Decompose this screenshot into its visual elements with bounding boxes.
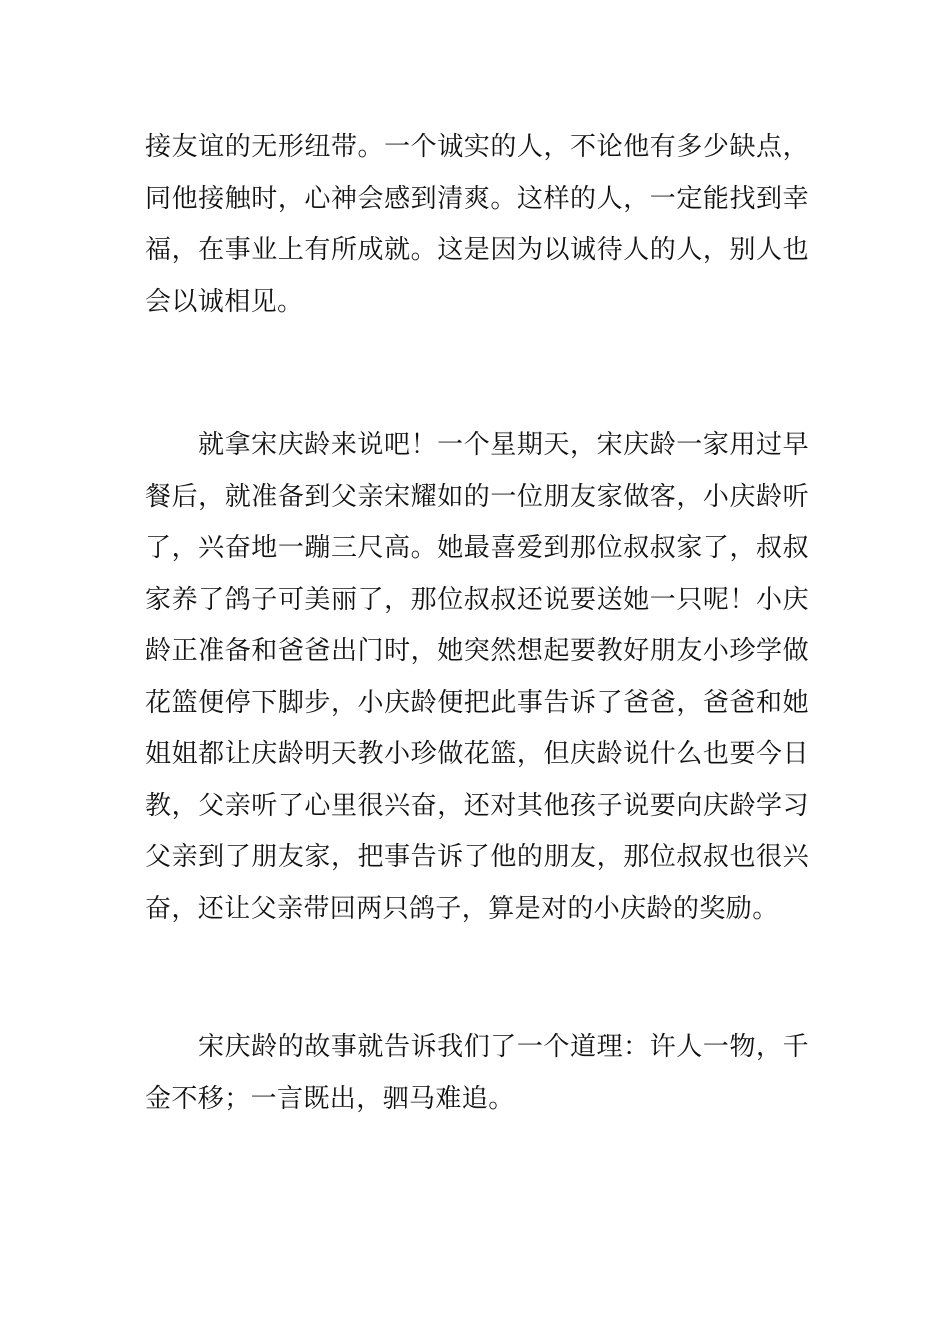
paragraph-continuation: 接友谊的无形纽带。一个诚实的人，不论他有多少缺点，同他接触时，心神会感到清爽。这样的人，一定能找到幸福，在事业上有所成就。这是因为以诚待人的人，别人也会以诚相见。 (145, 132, 809, 317)
paragraph-moral: 宋庆龄的故事就告诉我们了一个道理：许人一物，千金不移；一言既出，驷马难追。 (145, 1032, 809, 1114)
paragraph-song-qingling-story: 就拿宋庆龄来说吧！一个星期天，宋庆龄一家用过早餐后，就准备到父亲宋耀如的一位朋友家做客，小庆龄听了，兴奋地一蹦三尺高。她最喜爱到那位叔叔家了，叔叔家养了鸽子可美丽了，那位叔叔还说要送她一只呢！小庆龄正准备和爸爸出门时，她突然想起要教好朋友小珍学做花篮便停下脚步，小庆龄便把此事告诉了爸爸，爸爸和她姐姐都让庆龄明天教小珍做花篮，但庆龄说什么也要今日教，父亲听了心里很兴奋，还对其他孩子说要向庆龄学习父亲到了朋友家，把事告诉了他的朋友，那位叔叔也很兴奋，还让父亲带回两只鸽子，算是对的小庆龄的奖励。 (145, 430, 809, 924)
